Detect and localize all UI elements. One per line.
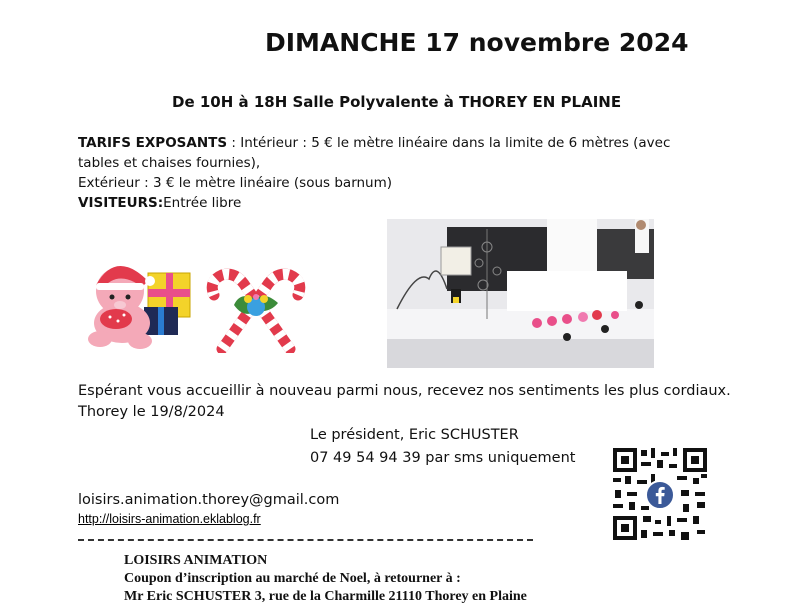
market-stand-photo [387,219,654,368]
teddy-bear-icon [86,255,198,350]
coupon-cut-line [78,539,533,541]
interior-rate: : Intérieur : 5 € le mètre linéaire dans la limite de 6 mètres (avec [227,135,671,151]
website-link[interactable]: http://loisirs-animation.eklablog.fr [78,512,261,526]
event-date-title: DIMANCHE 17 novembre 2024 [265,28,689,57]
coupon-organization: LOISIRS ANIMATION [124,553,268,568]
facebook-icon [645,480,675,510]
visitors-value: Entrée libre [163,195,242,211]
greeting-text: Espérant vous accueillir à nouveau parmi nous, recevez nos sentiments les plus cordiaux. [78,383,731,399]
event-hours-location: De 10H à 18H Salle Polyvalente à THOREY EN PLAINE [172,93,622,111]
president-signature: Le président, Eric SCHUSTER [310,427,519,443]
email-address[interactable]: loisirs.animation.thorey@gmail.com [78,492,340,508]
tarifs-label: TARIFS EXPOSANTS [78,135,228,151]
visitors-line [78,195,241,211]
phone-contact: 07 49 54 94 39 par sms uniquement [310,450,576,466]
visitors-label: VISITEURS: [78,195,164,211]
interior-rate-continued: tables et chaises fournies), [78,155,261,171]
candy-cane-icon [202,263,310,353]
place-date: Thorey le 19/8/2024 [78,404,225,420]
coupon-address: Mr Eric SCHUSTER 3, rue de la Charmille 21110 Thorey en Plaine [124,589,527,604]
exterior-rate: Extérieur : 3 € le mètre linéaire (sous barnum) [78,175,393,191]
tarifs-line-1 [78,135,670,151]
coupon-intro: Coupon d’inscription au marché de Noel, à retourner à : [124,571,461,586]
